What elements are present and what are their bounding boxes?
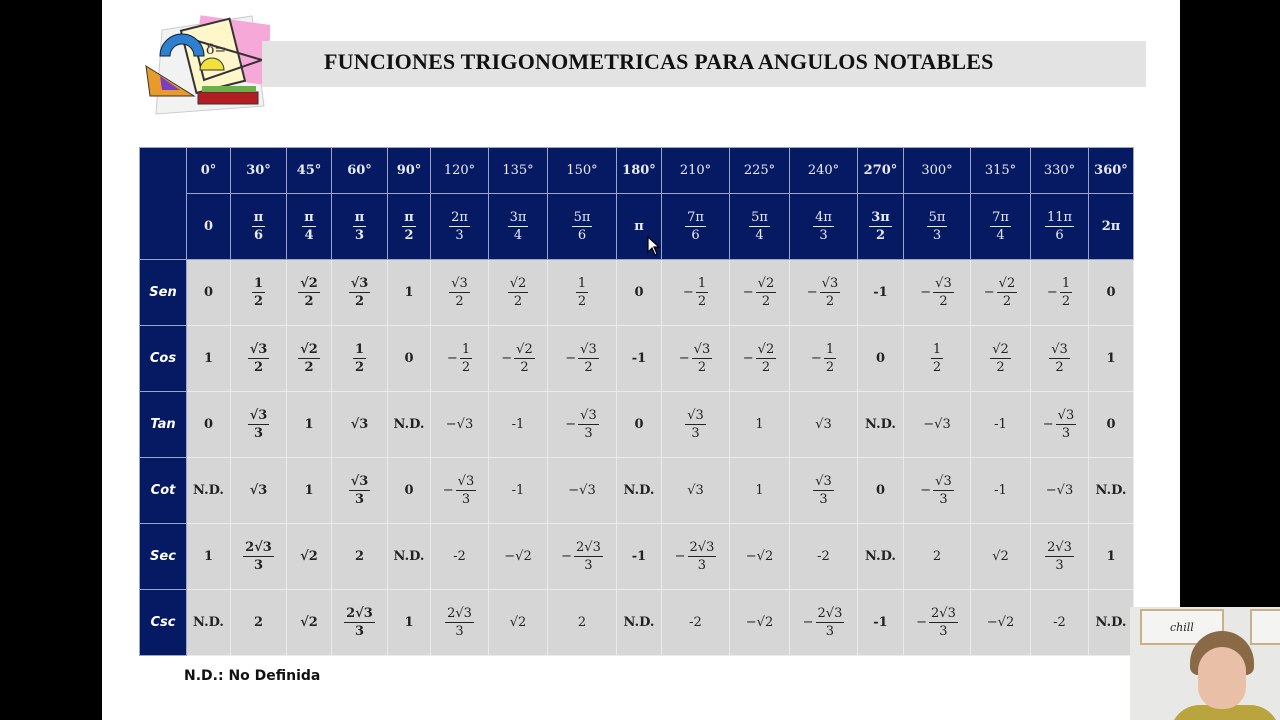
header-radian — [790, 194, 858, 260]
table-row-sec — [140, 524, 1134, 590]
fraction: $\frac{\pi}{2}$ — [404, 210, 414, 243]
header-degree: 60° — [332, 148, 388, 194]
cell-value: 0 — [404, 351, 414, 366]
fraction: $\frac{5\pi}{4}$ — [751, 210, 768, 243]
fraction: $\frac{√2}{2}$ — [509, 276, 527, 309]
cell-value: −√3 — [445, 417, 474, 432]
cell-value: −√2 — [504, 549, 532, 564]
table-cell — [431, 458, 489, 524]
table-cell — [548, 392, 617, 458]
header-degree: 120° — [431, 148, 489, 194]
table-cell — [1031, 260, 1089, 326]
header-degree: 90° — [388, 148, 431, 194]
cell-value: 0 — [1106, 285, 1116, 300]
table-cell — [388, 392, 431, 458]
cell-value: -2 — [817, 549, 830, 564]
fraction: $\frac{2√3}{3}$ — [1047, 540, 1072, 573]
cell-value: 1 — [304, 483, 314, 498]
table-cell — [489, 590, 548, 656]
header-radian — [904, 194, 971, 260]
table-cell — [332, 524, 388, 590]
cell-value: 1 — [1106, 351, 1116, 366]
minus-sign: − — [682, 285, 694, 300]
table-cell — [858, 590, 904, 656]
fraction: $\frac{2√3}{3}$ — [447, 606, 472, 639]
table-cell — [858, 524, 904, 590]
header-degree: 330° — [1031, 148, 1089, 194]
table-cell — [1089, 524, 1134, 590]
cell-value: 0 — [203, 219, 214, 234]
fraction: $\frac{7\pi}{4}$ — [992, 210, 1009, 243]
cell-value: 1 — [1106, 549, 1116, 564]
table-cell — [730, 458, 790, 524]
header-radian — [332, 194, 388, 260]
mouse-cursor-icon — [647, 236, 661, 256]
cell-value: -1 — [873, 285, 888, 300]
table-cell — [231, 458, 287, 524]
cell-value: √3 — [687, 483, 704, 498]
cell-value: 1 — [304, 417, 314, 432]
fraction: $\frac{2√3}{3}$ — [346, 606, 373, 639]
header-degree: 270° — [858, 148, 904, 194]
cell-value: -2 — [1053, 615, 1066, 630]
fraction: $\frac{√3}{2}$ — [580, 341, 597, 375]
table-cell — [1089, 590, 1134, 656]
minus-sign: − — [1046, 285, 1058, 300]
table-cell — [858, 392, 904, 458]
fraction: $\frac{\pi}{6}$ — [253, 210, 264, 243]
cell-value: √2 — [300, 549, 318, 564]
header-degree: 30° — [231, 148, 287, 194]
table-cell — [730, 590, 790, 656]
table-row-csc — [140, 590, 1134, 656]
table-cell — [790, 260, 858, 326]
header-degree: 180° — [617, 148, 662, 194]
table-row-tan — [140, 392, 1134, 458]
header-degree: 210° — [662, 148, 730, 194]
cell-value: -1 — [511, 417, 525, 432]
geometry-tools-clipart-icon — [142, 10, 270, 116]
fraction: $\frac{2√3}{3}$ — [689, 539, 715, 573]
table-cell — [971, 458, 1031, 524]
table-cell — [1031, 326, 1089, 392]
table-cell — [904, 458, 971, 524]
table-cell — [489, 326, 548, 392]
header-radian — [187, 194, 231, 260]
table-cell — [904, 326, 971, 392]
table-cell — [332, 590, 388, 656]
minus-sign: − — [678, 351, 690, 366]
table-cell — [858, 260, 904, 326]
table-cell — [187, 326, 231, 392]
table-cell — [231, 392, 287, 458]
minus-sign: − — [802, 615, 814, 630]
minus-sign: − — [561, 549, 573, 564]
cell-value: 0 — [404, 483, 414, 498]
minus-sign: − — [742, 351, 754, 366]
cell-value: 1 — [404, 615, 414, 630]
table-cell — [332, 458, 388, 524]
table-cell — [971, 392, 1031, 458]
cell-value: N.D. — [1095, 483, 1127, 498]
fraction: $\frac{2\pi}{3}$ — [451, 210, 468, 243]
cell-value: 0 — [875, 483, 886, 498]
table-cell — [388, 524, 431, 590]
table-cell — [971, 590, 1031, 656]
row-label: Cos — [140, 326, 187, 392]
table-cell — [287, 590, 332, 656]
table-cell — [617, 590, 662, 656]
cell-value: √2 — [300, 615, 318, 630]
table-cell — [489, 260, 548, 326]
fraction: $\frac{√2}{2}$ — [300, 342, 318, 375]
cell-value: −√2 — [745, 615, 774, 630]
minus-sign: − — [806, 285, 818, 300]
table-cell — [548, 524, 617, 590]
table-cell — [617, 260, 662, 326]
header-degree: 315° — [971, 148, 1031, 194]
cell-value: N.D. — [393, 549, 425, 564]
header-radian — [971, 194, 1031, 260]
cell-value: √2 — [509, 615, 527, 630]
presenter-webcam — [1130, 607, 1280, 720]
fraction: $\frac{√3}{3}$ — [457, 473, 475, 507]
minus-sign: − — [920, 483, 932, 498]
header-row-radians — [140, 194, 1134, 260]
table-cell — [388, 458, 431, 524]
table-cell — [1089, 392, 1134, 458]
table-cell — [617, 524, 662, 590]
table-cell — [730, 524, 790, 590]
cell-value: -1 — [631, 549, 647, 564]
header-radian — [730, 194, 790, 260]
table-cell — [332, 260, 388, 326]
cell-value: N.D. — [393, 417, 425, 432]
header-radian — [1089, 194, 1134, 260]
fraction: $\frac{1}{2}$ — [825, 341, 835, 375]
table-cell — [332, 326, 388, 392]
header-degree: 45° — [287, 148, 332, 194]
cell-value: −√3 — [568, 483, 596, 498]
cell-value: -1 — [631, 351, 647, 366]
table-cell — [790, 392, 858, 458]
header-degree: 150° — [548, 148, 617, 194]
table-cell — [858, 458, 904, 524]
cell-value: −√2 — [986, 615, 1015, 630]
table-cell — [187, 392, 231, 458]
table-cell — [662, 590, 730, 656]
header-degree: 360° — [1089, 148, 1134, 194]
fraction: $\frac{5\pi}{3}$ — [928, 210, 946, 243]
fraction: $\frac{11\pi}{6}$ — [1046, 210, 1073, 243]
cell-value: N.D. — [865, 549, 896, 564]
table-cell — [1031, 458, 1089, 524]
table-cell — [730, 392, 790, 458]
fraction: $\frac{√3}{3}$ — [249, 408, 268, 441]
table-cell — [971, 326, 1031, 392]
cell-value: -1 — [873, 615, 888, 630]
cell-value: √3 — [815, 417, 832, 432]
fraction: $\frac{√3}{3}$ — [1057, 407, 1075, 441]
minus-sign: − — [446, 351, 458, 366]
table-cell — [431, 392, 489, 458]
header-degree: 240° — [790, 148, 858, 194]
table-cell — [287, 326, 332, 392]
table-cell — [1031, 392, 1089, 458]
cell-value: 2π — [1101, 219, 1121, 234]
header-radian — [858, 194, 904, 260]
table-cell — [187, 524, 231, 590]
fraction: $\frac{2√3}{3}$ — [576, 539, 601, 573]
slide-title: FUNCIONES TRIGONOMETRICAS PARA ANGULOS NOTABLES — [324, 49, 994, 74]
minus-sign: − — [920, 285, 932, 300]
table-cell — [1089, 260, 1134, 326]
cell-value: 2 — [354, 549, 365, 564]
table-cell — [287, 524, 332, 590]
table-cell — [1089, 458, 1134, 524]
row-label: Sec — [140, 524, 187, 590]
cell-value: 0 — [634, 285, 644, 300]
fraction: $\frac{\pi}{4}$ — [304, 210, 314, 243]
fraction: $\frac{1}{2}$ — [697, 275, 707, 309]
header-radian — [287, 194, 332, 260]
presenter-face — [1198, 647, 1246, 709]
table-cell — [548, 590, 617, 656]
table-cell — [790, 458, 858, 524]
cell-value: 2 — [577, 615, 587, 630]
corner-cell — [140, 148, 187, 260]
table-cell — [431, 590, 489, 656]
table-cell — [489, 458, 548, 524]
table-cell — [332, 392, 388, 458]
header-degree: 0° — [187, 148, 231, 194]
fraction: $\frac{√3}{3}$ — [687, 408, 704, 441]
table-cell — [231, 524, 287, 590]
table-cell — [231, 260, 287, 326]
cell-value: −√3 — [923, 417, 951, 432]
fraction: $\frac{4\pi}{3}$ — [815, 210, 832, 243]
fraction: $\frac{7\pi}{6}$ — [687, 210, 704, 243]
table-cell — [971, 524, 1031, 590]
minus-sign: − — [565, 351, 577, 366]
header-row-degrees — [140, 148, 1134, 194]
table-cell — [617, 326, 662, 392]
table-cell — [489, 392, 548, 458]
cell-value: -2 — [689, 615, 702, 630]
fraction: $\frac{3\pi}{4}$ — [509, 210, 527, 243]
table-cell — [662, 326, 730, 392]
fraction: $\frac{√3}{2}$ — [1051, 342, 1068, 375]
fraction: $\frac{√3}{2}$ — [350, 276, 369, 309]
fraction: $\frac{\pi}{3}$ — [354, 210, 365, 243]
cell-value: 0 — [875, 351, 886, 366]
cell-value: 1 — [203, 351, 214, 366]
minus-sign: − — [742, 285, 754, 300]
svg-text:δ=: δ= — [206, 42, 227, 58]
header-radian — [548, 194, 617, 260]
fraction: $\frac{2√3}{3}$ — [931, 605, 956, 639]
fraction: $\frac{1}{2}$ — [354, 342, 365, 375]
fraction: $\frac{√3}{2}$ — [821, 275, 839, 309]
table-cell — [662, 260, 730, 326]
fraction: $\frac{3\pi}{2}$ — [871, 210, 890, 243]
table-cell — [1031, 590, 1089, 656]
table-cell — [971, 260, 1031, 326]
fraction: $\frac{1}{2}$ — [1061, 275, 1071, 309]
row-label: Cot — [140, 458, 187, 524]
table-cell — [662, 524, 730, 590]
cell-value: 1 — [203, 549, 214, 564]
fraction: $\frac{√3}{3}$ — [815, 474, 832, 507]
cell-value: √2 — [992, 549, 1009, 564]
minus-sign: − — [916, 615, 928, 630]
cell-value: π — [634, 219, 644, 234]
table-cell — [287, 392, 332, 458]
table-cell — [388, 590, 431, 656]
cell-value: −√2 — [745, 549, 774, 564]
table-cell — [617, 392, 662, 458]
fraction: $\frac{√3}{3}$ — [580, 407, 597, 441]
header-degree: 300° — [904, 148, 971, 194]
table-cell — [904, 524, 971, 590]
table-row-cot — [140, 458, 1134, 524]
table-cell — [904, 590, 971, 656]
header-radian — [1031, 194, 1089, 260]
table-cell — [662, 392, 730, 458]
minus-sign: − — [501, 351, 513, 366]
cell-value: -1 — [994, 483, 1007, 498]
cell-value: N.D. — [1095, 615, 1127, 630]
row-label: Sen — [140, 260, 187, 326]
table-cell — [548, 458, 617, 524]
fraction: $\frac{1}{2}$ — [253, 276, 264, 309]
table-cell — [730, 326, 790, 392]
header-radian — [388, 194, 431, 260]
fraction: $\frac{√2}{2}$ — [757, 275, 775, 309]
cell-value: N.D. — [193, 483, 224, 498]
table-cell — [431, 524, 489, 590]
cell-value: 0 — [1106, 417, 1116, 432]
fraction: $\frac{√2}{2}$ — [516, 341, 533, 375]
table-cell — [431, 326, 489, 392]
fraction: $\frac{√2}{2}$ — [300, 276, 318, 309]
table-cell — [388, 260, 431, 326]
cell-value: -2 — [453, 549, 466, 564]
fraction: $\frac{2√3}{3}$ — [245, 540, 272, 573]
cell-value: 0 — [203, 285, 214, 300]
row-label: Csc — [140, 590, 187, 656]
table-cell — [858, 326, 904, 392]
table-cell — [730, 260, 790, 326]
cell-value: 1 — [404, 285, 414, 300]
cell-value: -1 — [511, 483, 525, 498]
header-radian — [431, 194, 489, 260]
table-cell — [187, 458, 231, 524]
table-row-cos — [140, 326, 1134, 392]
fraction: $\frac{√2}{2}$ — [998, 275, 1016, 309]
table-cell — [904, 260, 971, 326]
cell-value: 1 — [755, 483, 764, 498]
cell-value: N.D. — [623, 615, 655, 630]
table-cell — [790, 326, 858, 392]
cell-value: N.D. — [865, 417, 896, 432]
header-radian — [662, 194, 730, 260]
fraction: $\frac{√3}{2}$ — [693, 341, 711, 375]
fraction: $\frac{√3}{3}$ — [350, 474, 369, 507]
fraction: $\frac{1}{2}$ — [932, 342, 942, 375]
minus-sign: − — [983, 285, 995, 300]
minus-sign: − — [442, 483, 454, 498]
fraction: $\frac{5\pi}{6}$ — [573, 210, 591, 243]
cell-value: 2 — [932, 549, 942, 564]
fraction: $\frac{√3}{3}$ — [935, 473, 952, 507]
wall-picture-frame: chill — [1140, 609, 1224, 645]
table-cell — [489, 524, 548, 590]
table-cell — [662, 458, 730, 524]
header-degree: 225° — [730, 148, 790, 194]
table-row-sen — [140, 260, 1134, 326]
cell-value: N.D. — [193, 615, 224, 630]
table-cell — [548, 260, 617, 326]
table-cell — [431, 260, 489, 326]
cell-value: −√3 — [1045, 483, 1074, 498]
fraction: $\frac{1}{2}$ — [577, 276, 587, 309]
table-cell — [287, 260, 332, 326]
fraction: $\frac{√3}{2}$ — [249, 342, 268, 375]
table-cell — [617, 458, 662, 524]
table-cell — [231, 590, 287, 656]
table-cell — [904, 392, 971, 458]
table-cell — [231, 326, 287, 392]
minus-sign: − — [1042, 417, 1054, 432]
table-cell — [187, 260, 231, 326]
cell-value: 1 — [755, 417, 764, 432]
fraction: $\frac{√3}{2}$ — [935, 275, 952, 309]
trig-functions-table — [139, 147, 1134, 656]
wall-picture-frame — [1250, 609, 1280, 645]
table-cell — [287, 458, 332, 524]
cell-value: N.D. — [623, 483, 655, 498]
fraction: $\frac{1}{2}$ — [461, 341, 471, 375]
cell-value: 2 — [253, 615, 264, 630]
table-cell — [187, 590, 231, 656]
table-cell — [548, 326, 617, 392]
table-cell — [388, 326, 431, 392]
cell-value: √3 — [249, 483, 268, 498]
cell-value: 0 — [634, 417, 644, 432]
table-cell — [1089, 326, 1134, 392]
minus-sign: − — [565, 417, 577, 432]
header-radian — [489, 194, 548, 260]
fraction: $\frac{√2}{2}$ — [992, 342, 1009, 375]
table-cell — [790, 524, 858, 590]
cell-value: 0 — [203, 417, 214, 432]
footnote: N.D.: No Definida — [184, 668, 321, 684]
row-label: Tan — [140, 392, 187, 458]
minus-sign: − — [674, 549, 686, 564]
fraction: $\frac{√2}{2}$ — [757, 341, 775, 375]
header-radian — [231, 194, 287, 260]
cell-value: √3 — [350, 417, 369, 432]
fraction: $\frac{√3}{2}$ — [451, 276, 468, 309]
table-cell — [790, 590, 858, 656]
minus-sign: − — [810, 351, 822, 366]
fraction: $\frac{2√3}{3}$ — [817, 605, 843, 639]
header-degree: 135° — [489, 148, 548, 194]
table-cell — [1031, 524, 1089, 590]
cell-value: -1 — [994, 417, 1007, 432]
